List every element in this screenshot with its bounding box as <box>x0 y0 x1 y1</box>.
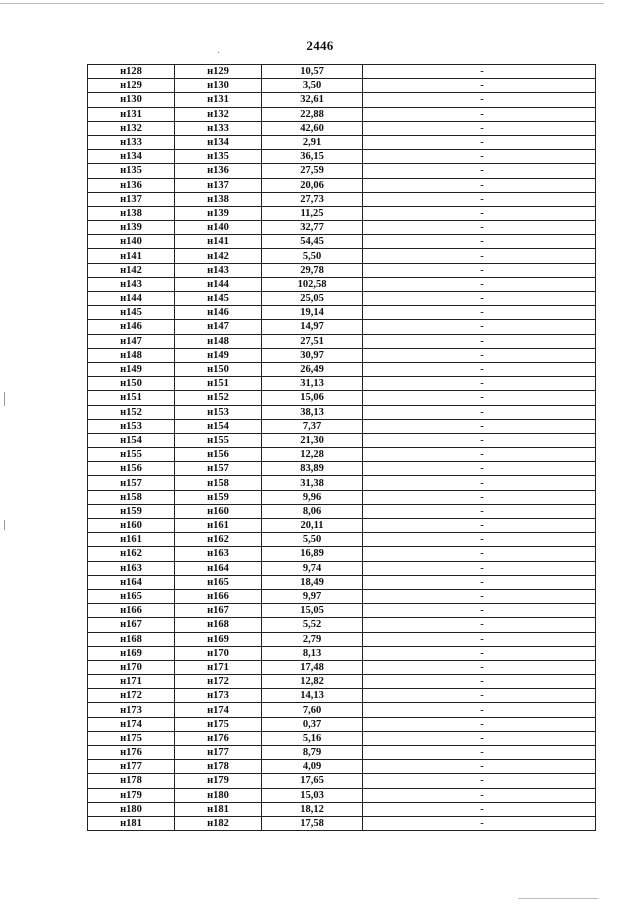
to-point-cell: н165 <box>175 575 262 589</box>
table-row <box>88 79 596 93</box>
from-point-cell: н171 <box>88 675 175 689</box>
length-cell: 31,38 <box>262 476 363 490</box>
note-cell: - <box>363 121 596 135</box>
note-cell: - <box>363 760 596 774</box>
to-point-cell: н171 <box>175 660 262 674</box>
from-point-cell: н131 <box>88 107 175 121</box>
table-row <box>88 816 596 830</box>
note-cell: - <box>363 774 596 788</box>
note-cell: - <box>363 348 596 362</box>
note-cell: - <box>363 504 596 518</box>
table-row <box>88 93 596 107</box>
to-point-cell: н153 <box>175 405 262 419</box>
table-row <box>88 589 596 603</box>
length-cell: 5,50 <box>262 533 363 547</box>
length-cell: 27,73 <box>262 192 363 206</box>
table-row <box>88 547 596 561</box>
to-point-cell: н129 <box>175 65 262 79</box>
length-cell: 2,79 <box>262 632 363 646</box>
from-point-cell: н155 <box>88 448 175 462</box>
note-cell: - <box>363 178 596 192</box>
table-row <box>88 689 596 703</box>
to-point-cell: н142 <box>175 249 262 263</box>
to-point-cell: н147 <box>175 320 262 334</box>
note-cell: - <box>363 135 596 149</box>
length-cell: 102,58 <box>262 277 363 291</box>
length-cell: 22,88 <box>262 107 363 121</box>
to-point-cell: н179 <box>175 774 262 788</box>
length-cell: 25,05 <box>262 292 363 306</box>
from-point-cell: н160 <box>88 519 175 533</box>
note-cell: - <box>363 519 596 533</box>
to-point-cell: н157 <box>175 462 262 476</box>
from-point-cell: н175 <box>88 731 175 745</box>
table-row <box>88 632 596 646</box>
table-row <box>88 448 596 462</box>
note-cell: - <box>363 675 596 689</box>
to-point-cell: н149 <box>175 348 262 362</box>
note-cell: - <box>363 249 596 263</box>
table-row <box>88 334 596 348</box>
from-point-cell: н137 <box>88 192 175 206</box>
from-point-cell: н139 <box>88 221 175 235</box>
to-point-cell: н136 <box>175 164 262 178</box>
note-cell: - <box>363 391 596 405</box>
from-point-cell: н148 <box>88 348 175 362</box>
to-point-cell: н166 <box>175 589 262 603</box>
from-point-cell: н157 <box>88 476 175 490</box>
table-row <box>88 249 596 263</box>
note-cell: - <box>363 632 596 646</box>
to-point-cell: н162 <box>175 533 262 547</box>
length-cell: 2,91 <box>262 135 363 149</box>
from-point-cell: н145 <box>88 306 175 320</box>
from-point-cell: н167 <box>88 618 175 632</box>
from-point-cell: н165 <box>88 589 175 603</box>
from-point-cell: н134 <box>88 150 175 164</box>
to-point-cell: н172 <box>175 675 262 689</box>
note-cell: - <box>363 377 596 391</box>
note-cell: - <box>363 235 596 249</box>
length-cell: 27,59 <box>262 164 363 178</box>
to-point-cell: н167 <box>175 604 262 618</box>
from-point-cell: н173 <box>88 703 175 717</box>
table-row <box>88 391 596 405</box>
from-point-cell: н163 <box>88 561 175 575</box>
table-row <box>88 107 596 121</box>
from-point-cell: н181 <box>88 816 175 830</box>
length-cell: 42,60 <box>262 121 363 135</box>
note-cell: - <box>363 589 596 603</box>
table-row <box>88 561 596 575</box>
table-row <box>88 433 596 447</box>
note-cell: - <box>363 816 596 830</box>
table-row <box>88 504 596 518</box>
note-cell: - <box>363 433 596 447</box>
to-point-cell: н180 <box>175 788 262 802</box>
table-row <box>88 306 596 320</box>
from-point-cell: н144 <box>88 292 175 306</box>
to-point-cell: н169 <box>175 632 262 646</box>
length-cell: 18,49 <box>262 575 363 589</box>
table-row <box>88 575 596 589</box>
length-cell: 21,30 <box>262 433 363 447</box>
length-cell: 32,77 <box>262 221 363 235</box>
table-row <box>88 263 596 277</box>
length-cell: 26,49 <box>262 362 363 376</box>
to-point-cell: н154 <box>175 419 262 433</box>
length-cell: 11,25 <box>262 206 363 220</box>
table-row <box>88 235 596 249</box>
note-cell: - <box>363 405 596 419</box>
to-point-cell: н182 <box>175 816 262 830</box>
to-point-cell: н140 <box>175 221 262 235</box>
from-point-cell: н153 <box>88 419 175 433</box>
to-point-cell: н130 <box>175 79 262 93</box>
to-point-cell: н138 <box>175 192 262 206</box>
to-point-cell: н168 <box>175 618 262 632</box>
to-point-cell: н170 <box>175 646 262 660</box>
note-cell: - <box>363 788 596 802</box>
table-row <box>88 135 596 149</box>
to-point-cell: н155 <box>175 433 262 447</box>
note-cell: - <box>363 802 596 816</box>
from-point-cell: н146 <box>88 320 175 334</box>
from-point-cell: н132 <box>88 121 175 135</box>
note-cell: - <box>363 604 596 618</box>
to-point-cell: н181 <box>175 802 262 816</box>
from-point-cell: н162 <box>88 547 175 561</box>
length-cell: 29,78 <box>262 263 363 277</box>
length-cell: 36,15 <box>262 150 363 164</box>
length-cell: 18,12 <box>262 802 363 816</box>
from-point-cell: н136 <box>88 178 175 192</box>
from-point-cell: н158 <box>88 490 175 504</box>
length-cell: 15,06 <box>262 391 363 405</box>
table-row <box>88 150 596 164</box>
from-point-cell: н141 <box>88 249 175 263</box>
to-point-cell: н146 <box>175 306 262 320</box>
from-point-cell: н133 <box>88 135 175 149</box>
note-cell: - <box>363 660 596 674</box>
from-point-cell: н152 <box>88 405 175 419</box>
note-cell: - <box>363 717 596 731</box>
boundary-table <box>87 64 596 831</box>
note-cell: - <box>363 164 596 178</box>
from-point-cell: н143 <box>88 277 175 291</box>
note-cell: - <box>363 65 596 79</box>
to-point-cell: н160 <box>175 504 262 518</box>
table-row <box>88 646 596 660</box>
length-cell: 54,45 <box>262 235 363 249</box>
note-cell: - <box>363 476 596 490</box>
note-cell: - <box>363 192 596 206</box>
length-cell: 7,37 <box>262 419 363 433</box>
to-point-cell: н148 <box>175 334 262 348</box>
from-point-cell: н128 <box>88 65 175 79</box>
from-point-cell: н179 <box>88 788 175 802</box>
table-row <box>88 519 596 533</box>
note-cell: - <box>363 462 596 476</box>
length-cell: 20,11 <box>262 519 363 533</box>
length-cell: 7,60 <box>262 703 363 717</box>
to-point-cell: н174 <box>175 703 262 717</box>
to-point-cell: н135 <box>175 150 262 164</box>
length-cell: 16,89 <box>262 547 363 561</box>
length-cell: 17,65 <box>262 774 363 788</box>
to-point-cell: н143 <box>175 263 262 277</box>
table-row <box>88 192 596 206</box>
to-point-cell: н164 <box>175 561 262 575</box>
from-point-cell: н147 <box>88 334 175 348</box>
from-point-cell: н135 <box>88 164 175 178</box>
length-cell: 17,48 <box>262 660 363 674</box>
table-row <box>88 618 596 632</box>
length-cell: 8,13 <box>262 646 363 660</box>
length-cell: 4,09 <box>262 760 363 774</box>
to-point-cell: н144 <box>175 277 262 291</box>
table-row <box>88 490 596 504</box>
to-point-cell: н137 <box>175 178 262 192</box>
note-cell: - <box>363 419 596 433</box>
table-row <box>88 121 596 135</box>
margin-mark <box>4 520 5 530</box>
length-cell: 14,97 <box>262 320 363 334</box>
from-point-cell: н164 <box>88 575 175 589</box>
from-point-cell: н170 <box>88 660 175 674</box>
to-point-cell: н163 <box>175 547 262 561</box>
note-cell: - <box>363 334 596 348</box>
table-row <box>88 405 596 419</box>
table-row <box>88 377 596 391</box>
note-cell: - <box>363 79 596 93</box>
from-point-cell: н169 <box>88 646 175 660</box>
table-row <box>88 362 596 376</box>
length-cell: 5,50 <box>262 249 363 263</box>
length-cell: 12,28 <box>262 448 363 462</box>
from-point-cell: н174 <box>88 717 175 731</box>
to-point-cell: н177 <box>175 746 262 760</box>
length-cell: 8,79 <box>262 746 363 760</box>
table-row <box>88 660 596 674</box>
from-point-cell: н166 <box>88 604 175 618</box>
to-point-cell: н150 <box>175 362 262 376</box>
table-row <box>88 703 596 717</box>
from-point-cell: н138 <box>88 206 175 220</box>
to-point-cell: н156 <box>175 448 262 462</box>
table-row <box>88 348 596 362</box>
length-cell: 15,05 <box>262 604 363 618</box>
to-point-cell: н141 <box>175 235 262 249</box>
to-point-cell: н175 <box>175 717 262 731</box>
table-row <box>88 206 596 220</box>
length-cell: 15,03 <box>262 788 363 802</box>
note-cell: - <box>363 703 596 717</box>
table-row <box>88 760 596 774</box>
to-point-cell: н132 <box>175 107 262 121</box>
from-point-cell: н130 <box>88 93 175 107</box>
note-cell: - <box>363 263 596 277</box>
length-cell: 0,37 <box>262 717 363 731</box>
note-cell: - <box>363 448 596 462</box>
note-cell: - <box>363 107 596 121</box>
note-cell: - <box>363 689 596 703</box>
table-body <box>88 65 596 831</box>
from-point-cell: н140 <box>88 235 175 249</box>
to-point-cell: н178 <box>175 760 262 774</box>
note-cell: - <box>363 575 596 589</box>
length-cell: 9,97 <box>262 589 363 603</box>
table-row <box>88 774 596 788</box>
from-point-cell: н129 <box>88 79 175 93</box>
length-cell: 83,89 <box>262 462 363 476</box>
length-cell: 3,50 <box>262 79 363 93</box>
from-point-cell: н150 <box>88 377 175 391</box>
length-cell: 14,13 <box>262 689 363 703</box>
from-point-cell: н168 <box>88 632 175 646</box>
length-cell: 10,57 <box>262 65 363 79</box>
length-cell: 9,74 <box>262 561 363 575</box>
from-point-cell: н172 <box>88 689 175 703</box>
length-cell: 20,06 <box>262 178 363 192</box>
note-cell: - <box>363 306 596 320</box>
note-cell: - <box>363 206 596 220</box>
from-point-cell: н178 <box>88 774 175 788</box>
from-point-cell: н151 <box>88 391 175 405</box>
note-cell: - <box>363 292 596 306</box>
from-point-cell: н176 <box>88 746 175 760</box>
bottom-rule <box>518 898 598 899</box>
table-row <box>88 604 596 618</box>
note-cell: - <box>363 618 596 632</box>
table-row <box>88 533 596 547</box>
note-cell: - <box>363 277 596 291</box>
table-row <box>88 476 596 490</box>
table-row <box>88 462 596 476</box>
note-cell: - <box>363 93 596 107</box>
from-point-cell: н149 <box>88 362 175 376</box>
to-point-cell: н152 <box>175 391 262 405</box>
note-cell: - <box>363 150 596 164</box>
to-point-cell: н176 <box>175 731 262 745</box>
length-cell: 38,13 <box>262 405 363 419</box>
from-point-cell: н154 <box>88 433 175 447</box>
note-cell: - <box>363 731 596 745</box>
from-point-cell: н180 <box>88 802 175 816</box>
note-cell: - <box>363 746 596 760</box>
note-cell: - <box>363 646 596 660</box>
from-point-cell: н142 <box>88 263 175 277</box>
to-point-cell: н158 <box>175 476 262 490</box>
note-cell: - <box>363 561 596 575</box>
table-row <box>88 320 596 334</box>
from-point-cell: н177 <box>88 760 175 774</box>
note-cell: - <box>363 533 596 547</box>
from-point-cell: н156 <box>88 462 175 476</box>
table-row <box>88 717 596 731</box>
note-cell: - <box>363 221 596 235</box>
to-point-cell: н173 <box>175 689 262 703</box>
table-row <box>88 419 596 433</box>
top-rule <box>0 3 604 4</box>
table-row <box>88 178 596 192</box>
scan-speck <box>218 52 219 53</box>
length-cell: 19,14 <box>262 306 363 320</box>
from-point-cell: н161 <box>88 533 175 547</box>
table-row <box>88 731 596 745</box>
note-cell: - <box>363 320 596 334</box>
to-point-cell: н161 <box>175 519 262 533</box>
margin-mark <box>4 392 5 406</box>
to-point-cell: н131 <box>175 93 262 107</box>
page-number: 2446 <box>306 38 334 53</box>
length-cell: 17,58 <box>262 816 363 830</box>
note-cell: - <box>363 362 596 376</box>
table-row <box>88 65 596 79</box>
length-cell: 9,96 <box>262 490 363 504</box>
table-row <box>88 802 596 816</box>
length-cell: 12,82 <box>262 675 363 689</box>
length-cell: 30,97 <box>262 348 363 362</box>
length-cell: 31,13 <box>262 377 363 391</box>
to-point-cell: н134 <box>175 135 262 149</box>
table-row <box>88 221 596 235</box>
table-row <box>88 292 596 306</box>
table-row <box>88 675 596 689</box>
table-row <box>88 746 596 760</box>
length-cell: 32,61 <box>262 93 363 107</box>
length-cell: 27,51 <box>262 334 363 348</box>
to-point-cell: н145 <box>175 292 262 306</box>
to-point-cell: н139 <box>175 206 262 220</box>
table-row <box>88 164 596 178</box>
table-row <box>88 788 596 802</box>
to-point-cell: н133 <box>175 121 262 135</box>
note-cell: - <box>363 490 596 504</box>
table-row <box>88 277 596 291</box>
note-cell: - <box>363 547 596 561</box>
length-cell: 8,06 <box>262 504 363 518</box>
to-point-cell: н151 <box>175 377 262 391</box>
to-point-cell: н159 <box>175 490 262 504</box>
from-point-cell: н159 <box>88 504 175 518</box>
length-cell: 5,16 <box>262 731 363 745</box>
length-cell: 5,52 <box>262 618 363 632</box>
